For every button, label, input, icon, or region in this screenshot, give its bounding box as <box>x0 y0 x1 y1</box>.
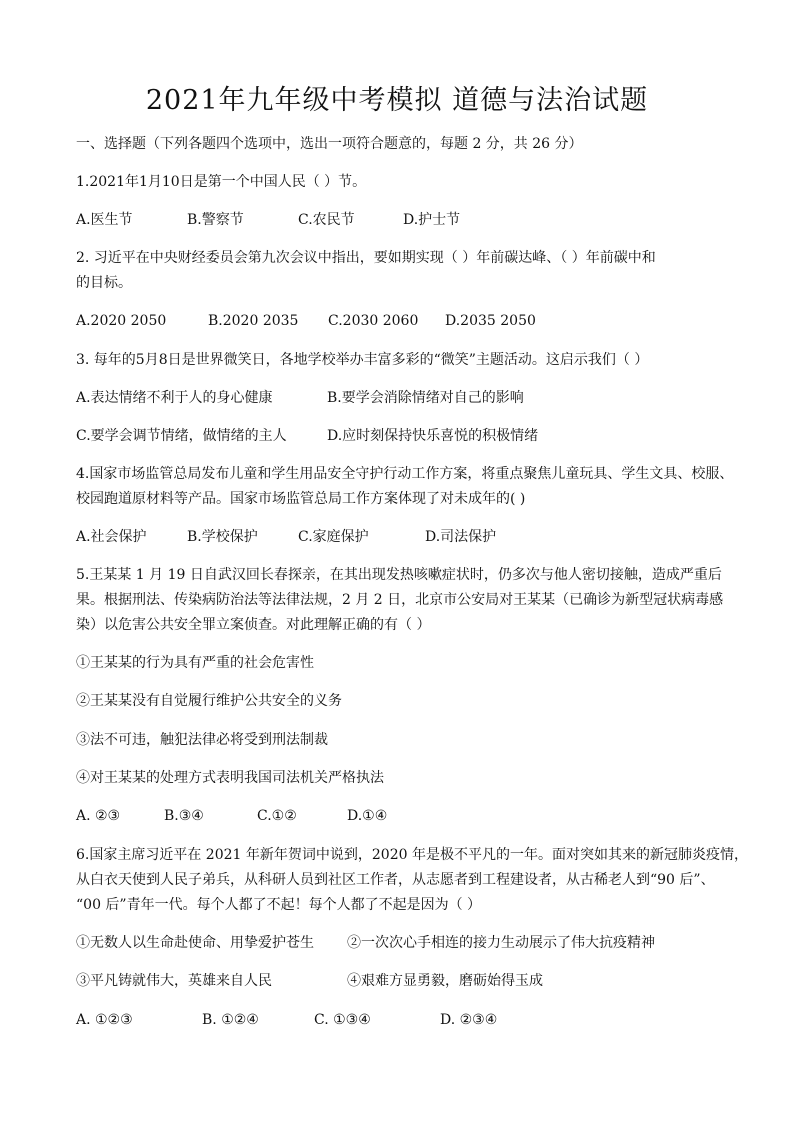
option-d: D.应时刻保持快乐喜悦的积极情绪 <box>327 428 539 444</box>
option-d: D.司法保护 <box>425 529 497 545</box>
question-2-stem-line1: 2. 习近平在中央财经委员会第九次会议中指出，要如期实现（ ）年前碳达峰、（ ）年前碳中和 <box>76 250 656 266</box>
question-5-item-2: ②王某某没有自觉履行维护公共安全的义务 <box>76 693 342 709</box>
question-5-item-3: ③法不可违，触犯法律必将受到刑法制裁 <box>76 732 328 748</box>
option-c: C. ①③④ <box>314 1012 371 1028</box>
option-a: A.表达情绪不利于人的身心健康 <box>76 390 273 406</box>
question-6-stem-line3: “00 后”青年一代。每个人都了不起！每个人都了不起是因为（ ） <box>76 897 482 913</box>
question-4-stem-line2: 校园跑道原材料等产品。国家市场监管总局工作方案体现了对未成年的( ) <box>76 491 526 507</box>
question-5-stem-line2: 果。根据刑法、传染病防治法等法律法规，2 月 2 日，北京市公安局对王某某（已确诊为新型冠状病毒感 <box>76 592 724 608</box>
option-c: C.①② <box>257 808 297 824</box>
option-b: B.③④ <box>164 808 204 824</box>
question-6-item-4: ④艰难方显勇毅，磨砺始得玉成 <box>347 973 543 989</box>
question-6-item-1: ①无数人以生命赴使命、用挚爱护苍生 <box>76 935 314 951</box>
option-b: B.要学会消除情绪对自己的影响 <box>327 390 524 406</box>
option-b: B.2020 2035 <box>208 313 299 329</box>
option-a: A.社会保护 <box>76 529 147 545</box>
option-a: A.2020 2050 <box>76 313 167 329</box>
option-c: C.要学会调节情绪，做情绪的主人 <box>76 428 287 444</box>
option-a: A. ①②③ <box>76 1012 133 1028</box>
question-5-stem-line1: 5.王某某 1 月 19 日自武汉回长春探亲，在其出现发热咳嗽症状时，仍多次与他人密切接触，造成严重后 <box>76 567 722 583</box>
option-c: C.2030 2060 <box>328 313 419 329</box>
option-b: B.学校保护 <box>187 529 258 545</box>
question-4-stem-line1: 4.国家市场监管总局发布儿童和学生用品安全守护行动工作方案，将重点聚焦儿童玩具、学生文具、校服、 <box>76 466 734 482</box>
question-6-item-3: ③平凡铸就伟大，英雄来自人民 <box>76 973 272 989</box>
question-1-stem: 1.2021年1月10日是第一个中国人民（ ）节。 <box>76 174 367 190</box>
question-5-item-1: ①王某某的行为具有严重的社会危害性 <box>76 655 314 671</box>
question-6-stem-line2: 从白衣天使到人民子弟兵，从科研人员到社区工作者，从志愿者到工程建设者，从古稀老人到“90 后”、 <box>76 872 715 888</box>
option-b: B. ①②④ <box>202 1012 259 1028</box>
option-d: D.护士节 <box>403 212 461 228</box>
option-a: A. ②③ <box>76 808 121 824</box>
question-3-stem: 3. 每年的5月8日是世界微笑日，各地学校举办丰富多彩的“微笑”主题活动。这启示我们（ ） <box>76 352 649 368</box>
section-heading: 一、选择题（下列各题四个选项中，选出一项符合题意的，每题 2 分，共 26 分） <box>76 136 583 152</box>
question-5-item-4: ④对王某某的处理方式表明我国司法机关严格执法 <box>76 770 384 786</box>
option-b: B.警察节 <box>187 212 244 228</box>
question-6-item-2: ②一次次心手相连的接力生动展示了伟大抗疫精神 <box>347 935 655 951</box>
question-6-stem-line1: 6.国家主席习近平在 2021 年新年贺词中说到，2020 年是极不平凡的一年。面对突如其来的新冠肺炎疫情， <box>76 847 748 863</box>
option-d: D. ②③④ <box>440 1012 498 1028</box>
option-d: D.2035 2050 <box>445 313 536 329</box>
option-c: C.家庭保护 <box>298 529 369 545</box>
question-2-stem-line2: 的目标。 <box>76 275 132 291</box>
question-5-stem-line3: 染）以危害公共安全罪立案侦查。对此理解正确的有（ ） <box>76 617 431 633</box>
exam-title: 2021年九年级中考模拟 道德与法治试题 <box>145 85 649 116</box>
option-c: C.农民节 <box>298 212 355 228</box>
option-d: D.①④ <box>347 808 388 824</box>
option-a: A.医生节 <box>76 212 133 228</box>
